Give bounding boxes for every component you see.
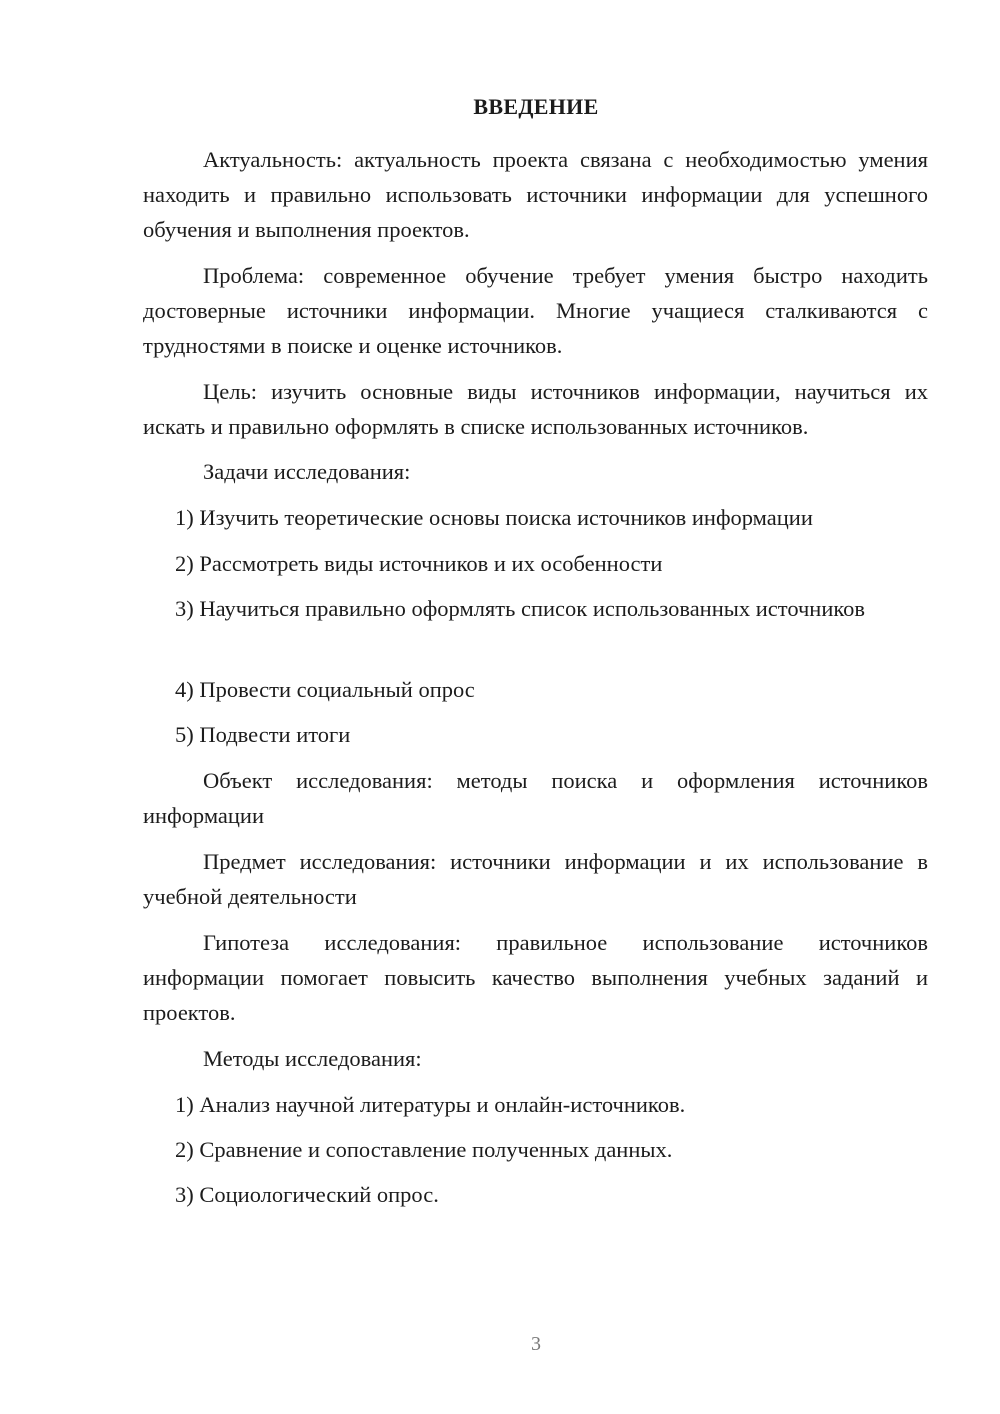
method-item-3: 3) Социологический опрос. [175,1182,439,1207]
paragraph-goal: Цель: изучить основные виды источников информации, научиться их искать и правильно оформлять в списке использованных источников. [143,379,928,439]
paragraph-subject: Предмет исследования: источники информации и их использование в учебной деятельности [143,849,928,909]
paragraph-relevance: Актуальность: актуальность проекта связана с необходимостью умения находить и правильно использовать источники информации для успешного обучения и выполнения проектов. [143,147,928,242]
task-item-4: 4) Провести социальный опрос [175,677,475,702]
task-item-5: 5) Подвести итоги [175,722,351,747]
tasks-heading: Задачи исследования: [203,459,411,484]
method-item-2: 2) Сравнение и сопоставление полученных данных. [175,1137,673,1162]
methods-heading: Методы исследования: [203,1046,422,1071]
task-item-3: 3) Научиться правильно оформлять список использованных источников [175,596,866,621]
paragraph-hypothesis: Гипотеза исследования: правильное использование источников информации помогает повысить качество выполнения учебных заданий и проектов. [143,930,928,1025]
page-title: ВВЕДЕНИЕ [473,94,599,119]
paragraph-object: Объект исследования: методы поиска и оформления источников информации [143,768,928,828]
paragraph-problem: Проблема: современное обучение требует умения быстро находить достоверные источники информации. Многие учащиеся сталкиваются с трудностями в поиске и оценке источников. [143,263,928,358]
method-item-1: 1) Анализ научной литературы и онлайн-источников. [175,1092,686,1117]
page-number: 3 [531,1333,541,1355]
task-item-2: 2) Рассмотреть виды источников и их особенности [175,551,663,576]
task-item-1: 1) Изучить теоретические основы поиска источников информации [175,505,813,530]
